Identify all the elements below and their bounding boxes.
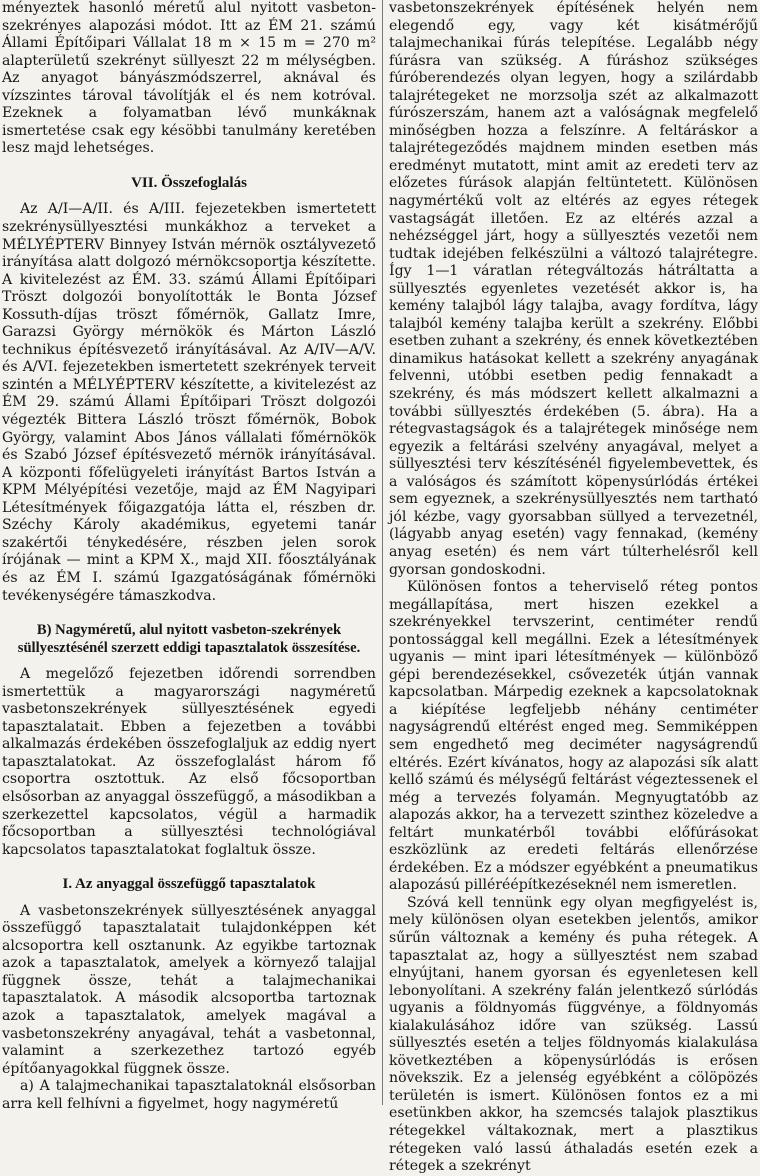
section-heading-vii: VII. Összefoglalás <box>131 174 247 191</box>
paragraph-i-1: A vasbetonszekrények süllyesztésének anyaggal összefüggő tapasztalatait tulajdonképpen két alcsoportra kell osztanunk. Az egyikbe tartoznak azok a tapasztalatok, amelyek a környező talajjal függnek össze, tehát a talajmechanikai tapasztalatok. A második alcsoportba tartoznak azok a tapasztalatok, amelyek magával a vasbetonszekrény anyagával, tehát a vasbetonnal, valamint a szerkezethez tartozó egyéb építőanyagokkal függnek össze. <box>2 902 376 1077</box>
paragraph-summary: Az A/I—A/II. és A/III. fejezetekben ismertetett szekrénysüllyesztési munkákhoz a terveket a MÉLYÉPTERV Binnyey István mérnök osztályvezető irányítása alatt dolgozó mérnökcsoportja készítette. A kivitelezést az ÉM. 33. számú Állami Építőipari Tröszt dolgozói bonyolították le Bonta József Kossuth-díjas tröszt főmérnök, Gallatz Imre, Garazsi György mérnökök és Márton László technikus építésvezető irányításával. Az A/IV—A/V. és A/VI. fejezetekben ismertetett szekrények terveit szintén a MÉLYÉPTERV készítette, a kivitelezést az ÉM 29. számú Állami Építőipari Tröszt dolgozói végezték Bittera László tröszt főmérnök, Bobok György, valamint Abos János vállalati főmérnökök és Szabó József építésvezető mérnök irányításával. A központi főfelügyeleti irányítást Bartos István a KPM Mélyépítési vezetője, majd az ÉM Nagyipari Létesítmények főigazgatója látta el, részben dr. Széchy Károly akadémikus, egyetemi tanár szakértői ténykedésére, részben jelen sorok írójának — mint a KPM X., majd XII. főosztályának és az ÉM I. számú Igazgatóságának főmérnöki tevékenységére támaszkodva. <box>2 201 376 604</box>
paragraph-b-intro: A megelőző fejezetben időrendi sorrendben ismertettük a magyarországi nagyméretű vasbetonszekrények süllyesztésének egyedi tapasztalatait. Ebben a fejezetben a további alkalmazás érdekében összefoglaljuk az eddig nyert tapasztalatokat. Az összefoglalást három fő csoportra osztottuk. Az első főcsoportban elsősorban az anyaggal összefüggő, a másodikban a szerkezettel kapcsolatos, végül a harmadik főcsoportban a süllyesztési technológiával kapcsolatos tapasztalatokat foglaltuk össze. <box>2 666 376 858</box>
section-heading-i: I. Az anyaggal összefüggő tapasztalatok <box>62 876 316 893</box>
paragraph-right-2: Különösen fontos a teherviselő réteg pontos megállapítása, mert hiszen ezekkel a szekrényekkel tervszerint, centiméter rendű pontossággal kell megállni. Ezek a létesítmények ugyanis — mint ipari létesítmények — különböző gépi berendezésekkel, csővezeték útján vannak kapcsolatban. Márpedig ezeknek a kapcsolatoknak a kiépítése legfeljebb néhány centiméter nagyságrendű eltérést enged meg. Semmiképpen sem engedhető meg deciméter nagyságrendű eltérés. Ezért kívánatos, hogy az alapozási sík alatt kellő számú és mélységű feltárást végeztessenek el még a tervezés folyamán. Megnyugtatóbb az alapozás akkor, ha a tervezett szinthez közeledve a feltárt munkatérből további előfúrásokat eszközlünk az eredeti feltárás ellenőrzése érdekében. Ez a módszer egyébként a pneumatikus alapozású pilléréépítkezéseknél nem ismeretlen. <box>389 579 758 894</box>
paragraph-right-1: vasbetonszekrények építésének helyén nem elegendő egy, vagy két kisátmérőjű talajmechanikai fúrás telepítése. Legalább négy fúrásra van szükség. A fúráshoz szükséges fúróberendezés olyan legyen, hogy a szilárdabb talajrétegeket ne morzsolja szét az alkalmazott fúrószerszám, hanem azt a valóságnak megfelelő minőségben hozza a felszínre. A feltáráskor a talajrétegeződés majdnem minden esetben más eredményt mutatott, mint amit az eredeti terv az előzetes fúrások alapján feltüntetett. Különösen nagymértékű volt az eltérés az egyes rétegek vastagságát illetően. Ez az eltérés azzal a nehézséggel járt, hogy a süllyesztés vezetői nem tudtak idejében felkészülni a változó talajrétegre. Így 1—1 váratlan rétegváltozás hátráltatta a süllyesztés egyenletes vezetését akkor is, ha kemény talajból lágy talajba, avagy fordítva, lágy talajból kemény talajba került a szekrény. Előbbi esetben zuhant a szekrény, és ennek következtében dinamikus hatásokat kellett a szekrény anyagának felvenni, utóbbi esetben pedig fennakadt a szekrény, és más módszert kellett alkalmazni a további süllyesztés érdekében (5. ábra). Ha a rétegvastagságok és a talajrétegek minősége nem egyezik a feltárási szelvény anyagával, melyet a süllyesztési terv készítésénél figyelembevettek, és a valóságos és számított köpenysúrlódás értékei sem egyeznek, a szekrénysüllyesztés nem tartható jól kézbe, vagy gyorsabban süllyed a tervezetnél, (lágyabb anyag esetén) vagy fennakad, (kemény anyag esetén) és nem várt túlterhelésről kell gyorsan gondoskodni. <box>389 0 758 578</box>
column-divider <box>382 0 383 1105</box>
section-heading-b: B) Nagyméretű, alul nyitott vasbeton-szekrények süllyesztésénél szerzett eddigi tapasztalatok összesítése. <box>17 622 361 656</box>
paragraph-intro: ményeztek hasonló méretű alul nyitott vasbeton-szekrényes alapozási módot. Itt az ÉM 21. számú Állami Építőipari Vállalat 18 m × 15 m = 270 m² alapterületű szekrényt süllyeszt 22 m mélységben. Az anyagot bányászmódszerrel, aknával és vízszintes tároval távolítják el és nem kotróval. Ezeknek a folyamatban lévő munkáknak ismertetése csak egy késöbbi tanulmány keretében lesz majd lehetséges. <box>2 0 376 157</box>
paragraph-i-2: a) A talajmechanikai tapasztalatoknál elsősorban arra kell felhívni a figyelmet, hogy nagyméretű <box>2 1078 376 1112</box>
right-column <box>389 0 758 1176</box>
left-column <box>2 0 376 1113</box>
paragraph-right-3: Szóvá kell tennünk egy olyan megfigyelést is, mely különösen olyan esetekben jelentős, amikor sűrűn változnak a kemény és puha rétegek. A tapasztalat az, hogy a süllyesztést nem szabad elnyújtani, hanem gyorsan és egyenletesen kell lebonyolítani. A szekrény falán jelentkező súrlódás ugyanis a földnyomás függvénye, a földnyomás kialakulásához időre van szükség. Lassú süllyesztés esetén a teljes földnyomás kialakulása következtében a köpenysúrlódás is erősen növekszik. Ez a jelenség egyébként a cölöpözés területén is ismert. Különösen fontos ez a mi esetünkben akkor, ha szemcsés talajok plasztikus rétegekkel váltakoznak, mert a plasztikus rétegeken való lassú áthaladás esetén ezek a rétegek a szekrényt <box>389 894 758 1175</box>
